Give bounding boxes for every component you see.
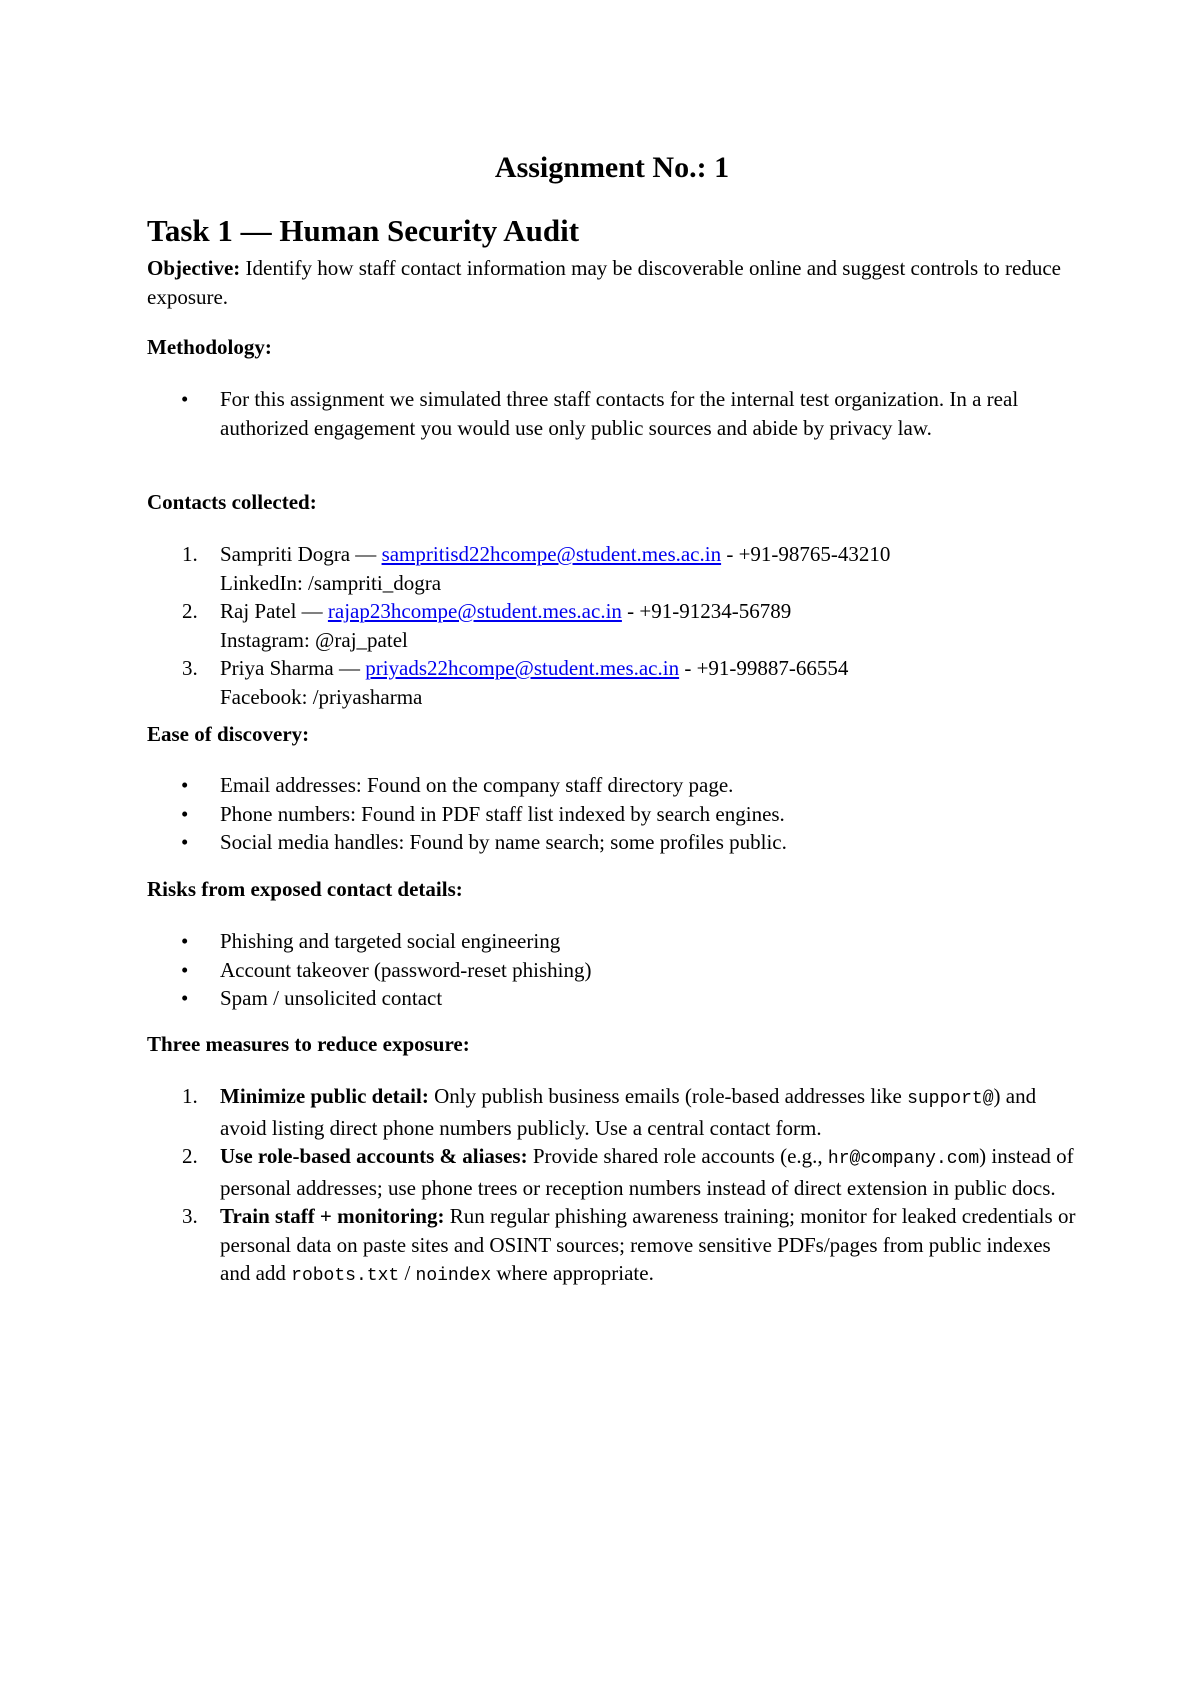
contact-item [147, 654, 1077, 711]
contacts-heading [147, 488, 1077, 517]
contact-social: Instagram: @raj_patel [220, 627, 408, 652]
contacts-heading-text: Contacts collected: [147, 490, 317, 514]
contact-phone: - +91-98765-43210 [721, 542, 891, 566]
contact-phone: - +91-99887-66554 [679, 656, 849, 680]
bullet-marker: • [181, 773, 189, 797]
objective-text: Identify how staff contact information may be discoverable online and suggest controls to reduce exposure. [147, 256, 1061, 309]
list-item-text: Phishing and targeted social engineering [220, 929, 561, 953]
measure-text: Provide shared role accounts (e.g., [527, 1144, 828, 1168]
list-item [147, 956, 1077, 985]
measure-code: hr@company.com [827, 1149, 980, 1169]
ease-heading [147, 720, 1077, 749]
contact-social: LinkedIn: /sampriti_dogra [220, 570, 442, 595]
methodology-heading-text: Methodology: [147, 335, 272, 359]
measure-text: where appropriate. [491, 1261, 654, 1285]
measure-text: ) and avoid listing direct phone numbers publicly. Use a central contact form. [220, 1084, 1037, 1140]
list-number: 3. [182, 656, 198, 680]
measure-label: Train staff + monitoring: [220, 1204, 445, 1228]
list-number: 1. [182, 1084, 198, 1108]
list-number: 1. [182, 542, 198, 566]
list-item [147, 984, 1077, 1013]
list-item-text: Account takeover (password-reset phishing) [220, 957, 592, 982]
bullet-marker: • [181, 957, 189, 982]
bullet-marker: • [181, 986, 189, 1010]
measure-label: Use role-based accounts & aliases: [220, 1144, 528, 1168]
document-title: Assignment No.: 1 [494, 151, 730, 184]
risks-heading-text: Risks from exposed contact details: [147, 877, 463, 901]
methodology-heading [147, 333, 1077, 362]
measure-item [147, 1142, 1077, 1202]
contacts-list [147, 540, 1077, 711]
list-item-text: Phone numbers: Found in PDF staff list indexed by search engines. [220, 801, 785, 826]
ease-heading-text: Ease of discovery: [147, 722, 310, 746]
measure-text: Only publish business emails (role-based addresses like [428, 1084, 908, 1108]
bullet-marker: • [181, 929, 189, 953]
list-number: 2. [182, 1144, 198, 1168]
list-item [147, 385, 1077, 442]
contact-email-link[interactable]: priyads22hcompe@student.mes.ac.in [365, 656, 680, 680]
list-item-text: For this assignment we simulated three staff contacts for the internal test organization. In a real authorized engagement you would use only public sources and abide by privacy law. [220, 387, 1019, 440]
measure-text: / [399, 1261, 416, 1285]
measure-item [147, 1082, 1077, 1142]
contact-name: Sampriti Dogra — [220, 542, 382, 566]
risks-heading [147, 875, 1077, 904]
measures-heading [147, 1030, 1077, 1059]
measures-heading-text: Three measures to reduce exposure: [147, 1032, 470, 1056]
contact-email-link[interactable]: sampritisd22hcompe@student.mes.ac.in [381, 542, 722, 566]
bullet-marker: • [181, 801, 189, 826]
objective-label: Objective: [147, 256, 241, 280]
objective-paragraph [147, 254, 1077, 311]
measure-code: support@ [907, 1089, 994, 1109]
task-title: Task 1 — Human Security Audit [147, 213, 580, 248]
contact-name: Priya Sharma — [220, 656, 366, 680]
bullet-marker: • [181, 830, 189, 854]
measure-text: ) instead of personal addresses; use phone trees or reception numbers instead of direct extension in public docs. [220, 1144, 1074, 1200]
ease-list [147, 771, 1077, 857]
contact-name: Raj Patel — [220, 599, 328, 623]
contact-item [147, 597, 1077, 654]
list-item [147, 800, 1077, 829]
measure-code: noindex [415, 1266, 492, 1286]
contact-email-link[interactable]: rajap23hcompe@student.mes.ac.in [327, 599, 622, 623]
list-number: 2. [182, 599, 198, 623]
list-item [147, 771, 1077, 800]
measures-list [147, 1082, 1077, 1291]
list-item [147, 927, 1077, 956]
risks-list [147, 927, 1077, 1013]
list-item-text: Spam / unsolicited contact [220, 986, 443, 1010]
list-number: 3. [182, 1204, 198, 1228]
contact-phone: - +91-91234-56789 [621, 599, 792, 623]
contact-social: Facebook: /priyasharma [220, 684, 423, 709]
measure-item [147, 1202, 1077, 1291]
measure-code: robots.txt [291, 1266, 400, 1286]
bullet-marker: • [181, 387, 189, 411]
list-item-text: Social media handles: Found by name search; some profiles public. [220, 830, 787, 854]
list-item-text: Email addresses: Found on the company staff directory page. [220, 773, 734, 797]
list-item [147, 828, 1077, 857]
measure-text: Run regular phishing awareness training; monitor for leaked credentials or personal data on paste sites and OSINT sources; remove sensitive PDFs/pages from public indexes and add [220, 1204, 1076, 1285]
measure-label: Minimize public detail: [220, 1084, 429, 1108]
methodology-list [147, 385, 1077, 442]
contact-item [147, 540, 1077, 597]
